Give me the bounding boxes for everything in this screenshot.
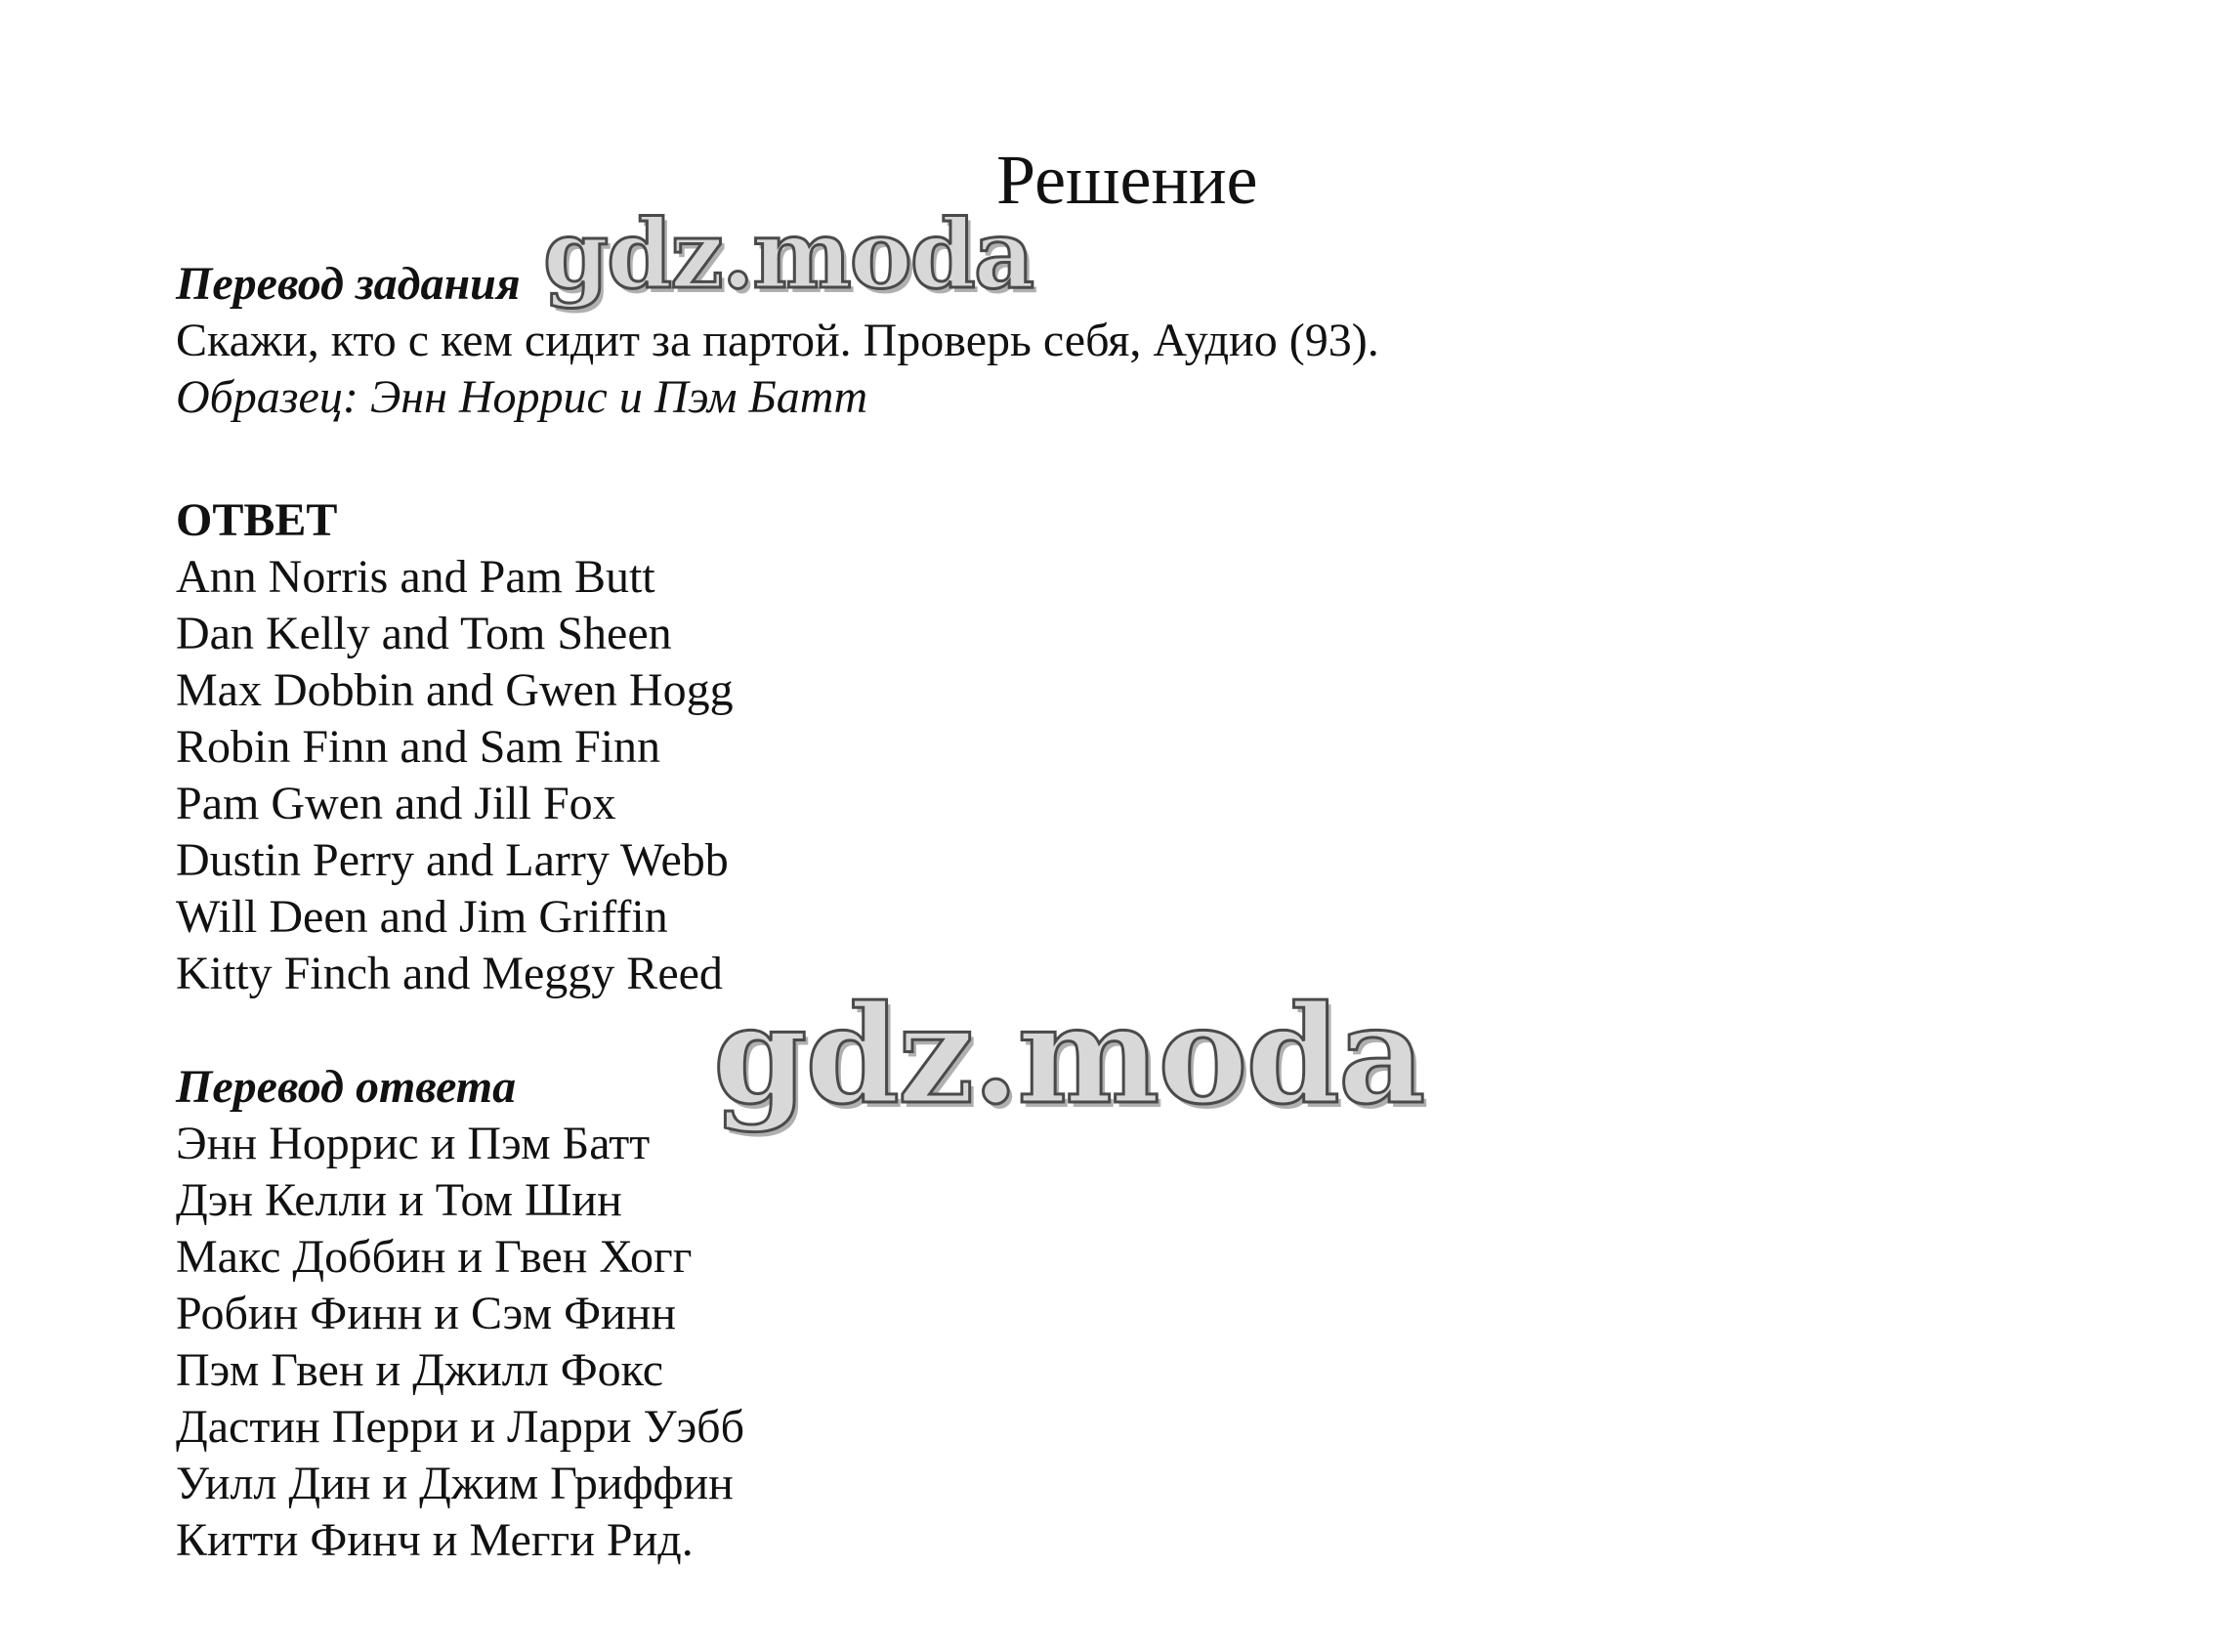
translation-heading: Перевод ответа bbox=[176, 1061, 517, 1113]
answer-line: Kitty Finch and Meggy Reed bbox=[176, 948, 723, 999]
answer-line: Will Deen and Jim Griffin bbox=[176, 891, 668, 943]
page-title: Решение bbox=[996, 141, 1258, 219]
answer-line: Max Dobbin and Gwen Hogg bbox=[176, 664, 734, 716]
answer-line: Robin Finn and Sam Finn bbox=[176, 721, 661, 773]
watermark: gdz.moda bbox=[543, 199, 1033, 310]
answer-line: Dustin Perry and Larry Webb bbox=[176, 834, 729, 886]
answer-line: Pam Gwen and Jill Fox bbox=[176, 778, 616, 829]
task-instruction: Скажи, кто с кем сидит за партой. Проверь себя, Аудио (93). bbox=[176, 315, 1379, 366]
answer-line: Dan Kelly and Tom Sheen bbox=[176, 608, 672, 659]
translation-line: Уилл Дин и Джим Гриффин bbox=[176, 1458, 734, 1509]
translation-line: Робин Финн и Сэм Финн bbox=[176, 1288, 677, 1339]
task-example: Образец: Энн Норрис и Пэм Батт bbox=[176, 371, 868, 423]
translation-line: Дастин Перри и Ларри Уэбб bbox=[176, 1401, 745, 1453]
translation-line: Энн Норрис и Пэм Батт bbox=[176, 1118, 651, 1169]
answer-heading: ОТВЕТ bbox=[176, 494, 338, 546]
task-heading: Перевод задания bbox=[176, 258, 521, 310]
translation-line: Дэн Келли и Том Шин bbox=[176, 1174, 622, 1226]
translation-line: Пэм Гвен и Джилл Фокс bbox=[176, 1344, 664, 1396]
watermark: gdz.moda bbox=[713, 975, 1424, 1134]
answer-line: Ann Norris and Pam Butt bbox=[176, 551, 655, 603]
translation-line: Китти Финч и Мегги Рид. bbox=[176, 1514, 694, 1566]
translation-section bbox=[176, 1059, 744, 1569]
answer-section bbox=[176, 492, 734, 1002]
translation-line: Макс Доббин и Гвен Хогг bbox=[176, 1231, 693, 1283]
